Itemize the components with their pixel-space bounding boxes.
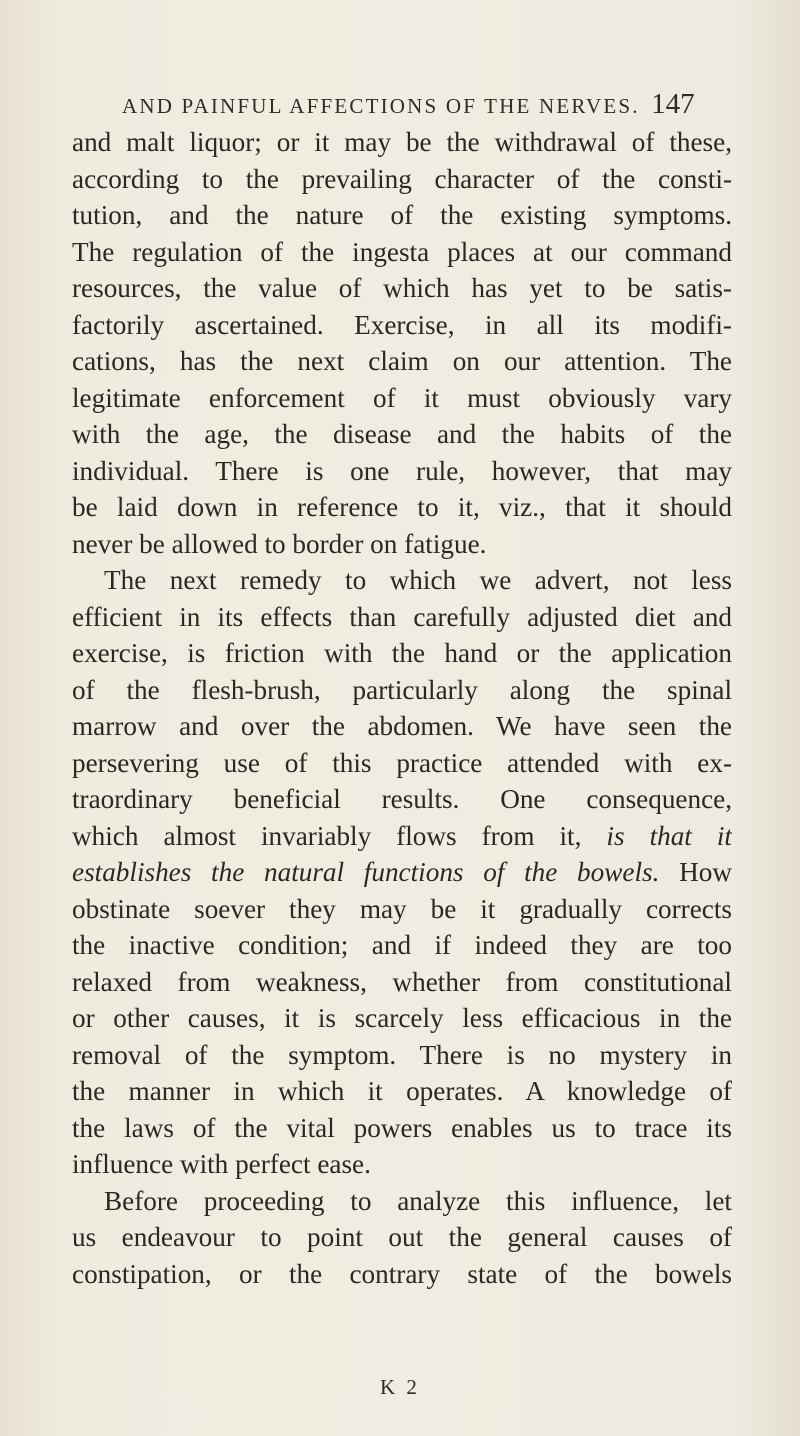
text-line: us endeavour to point out the general causes of: [72, 1222, 732, 1252]
text-line: constipation, or the contrary state of the bowels: [72, 1258, 732, 1289]
paragraph-start-line: Before proceeding to analyze this influence, let: [104, 1185, 732, 1216]
running-title: AND PAINFUL AFFECTIONS OF THE NERVES.: [122, 94, 640, 118]
italic-phrase: is that it: [606, 820, 732, 851]
text-segment: which almost invariably flows from it,: [72, 820, 582, 851]
text-line: relaxed from weakness, whether from constitutional: [72, 966, 732, 997]
signature-mark: K 2: [380, 1375, 420, 1399]
text-line: traordinary beneficial results. One consequence,: [72, 784, 732, 814]
text-line: according to the prevailing character of the consti-: [72, 163, 732, 194]
text-line: The regulation of the ingesta places at our command: [72, 236, 732, 267]
text-line: cations, has the next claim on our attention. The: [72, 346, 732, 376]
text-line: or other causes, it is scarcely less efficacious in the: [72, 1003, 732, 1033]
text-line: efficient in its effects than carefully adjusted diet and: [72, 601, 732, 632]
text-line: persevering use of this practice attended with ex-: [72, 747, 732, 778]
paragraph-start-line: The next remedy to which we advert, not less: [104, 565, 732, 595]
text-line: of the flesh-brush, particularly along the spinal: [72, 674, 732, 705]
text-segment: How: [679, 857, 732, 887]
text-line: never be allowed to border on fatigue.: [72, 528, 487, 559]
text-line: marrow and over the abdomen. We have seen the: [72, 711, 732, 741]
text-line: and malt liquor; or it may be the withdrawal of these,: [72, 127, 732, 157]
text-line: [72, 854, 732, 891]
text-line: be laid down in reference to it, viz., that it should: [72, 492, 732, 522]
italic-phrase: establishes the natural functions of the bowels.: [72, 857, 660, 887]
page-number: 147: [651, 88, 695, 120]
text-line: influence with perfect ease.: [72, 1149, 371, 1179]
text-line: resources, the value of which has yet to be satis-: [72, 273, 732, 303]
text-line: with the age, the disease and the habits of the: [72, 419, 732, 449]
text-line: the manner in which it operates. A knowledge of: [72, 1076, 732, 1106]
text-line: tution, and the nature of the existing symptoms.: [72, 200, 732, 230]
body-text: [72, 124, 732, 1292]
text-line: factorily ascertained. Exercise, in all its modifi-: [72, 309, 732, 340]
text-line: obstinate soever they may be it gradually corrects: [72, 893, 732, 924]
text-line: individual. There is one rule, however, that may: [72, 455, 732, 486]
text-line: the inactive condition; and if indeed they are too: [72, 930, 732, 960]
text-line: removal of the symptom. There is no mystery in: [72, 1039, 732, 1070]
text-line: [72, 818, 732, 855]
text-line: exercise, is friction with the hand or the application: [72, 638, 732, 668]
text-line: the laws of the vital powers enables us to trace its: [72, 1112, 732, 1143]
text-line: legitimate enforcement of it must obviously vary: [72, 382, 732, 413]
running-head: [122, 88, 722, 121]
